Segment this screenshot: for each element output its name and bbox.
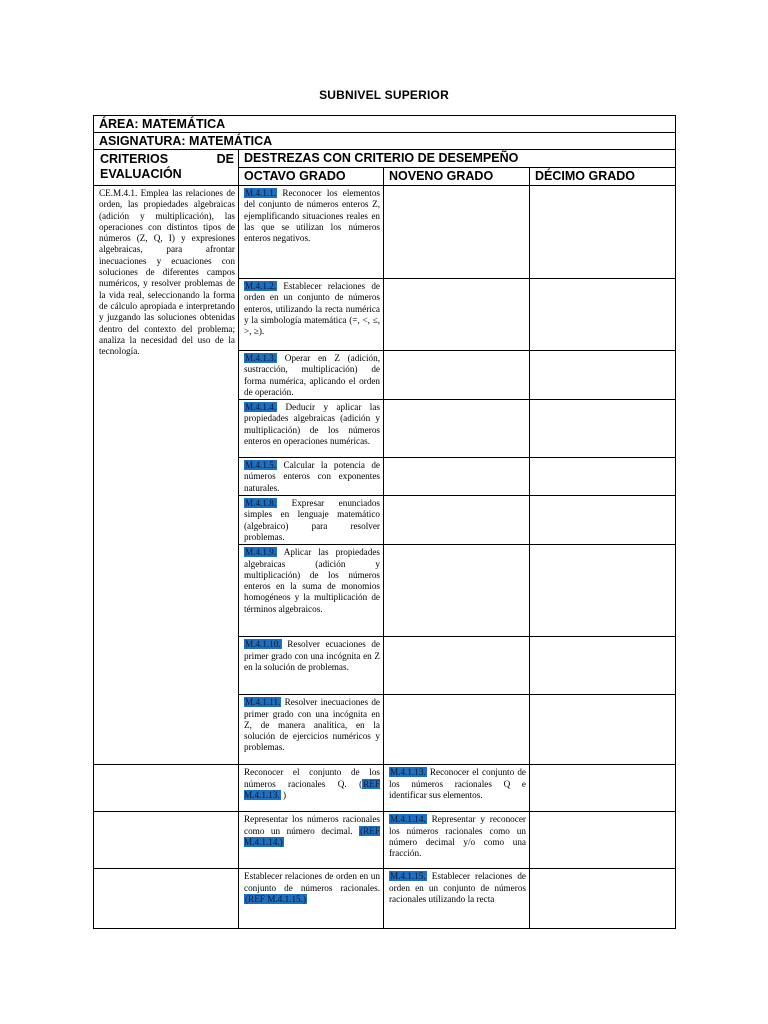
decimo-header: DÉCIMO GRADO xyxy=(530,168,676,186)
criterios-word: CRITERIOS xyxy=(100,152,169,166)
skill-code: M.4.1.8. xyxy=(245,498,277,509)
skill-text: Calcular la potencia de números enteros con exponentes naturales. xyxy=(244,460,380,493)
skill-text: Establecer relaciones de orden en un conjunto de números enteros, utilizando la recta numérica y la simbología matemática (=, <, ≤, >, ≥). xyxy=(244,281,380,337)
noveno-cell xyxy=(384,765,530,812)
asignatura-header: ASIGNATURA: MATEMÁTICA xyxy=(94,133,676,150)
skill-code: M.4.1.11. xyxy=(245,697,281,708)
decimo-cell xyxy=(530,400,676,458)
skill-text: Establecer relaciones de orden en un conjunto de números racionales. xyxy=(244,871,380,893)
noveno-cell xyxy=(384,812,530,869)
skill-text: Reconocer los elementos del conjunto de números enteros Z, ejemplificando situaciones reales en las que se utilizan los números enteros negativos. xyxy=(244,188,380,244)
ref-code: (REF M.4.1.14.) xyxy=(244,825,380,847)
skill-code: M.4.1.10. xyxy=(245,639,281,650)
octavo-cell xyxy=(239,458,384,496)
skill-code: M.4.1.2. xyxy=(245,281,277,291)
skill-text: Deducir y aplicar las propiedades algebraicas (adición y multiplicación) de los números enteros en operaciones numéricas. xyxy=(244,402,380,447)
noveno-cell xyxy=(384,458,530,496)
curriculum-table xyxy=(93,115,676,929)
decimo-cell xyxy=(530,186,676,279)
decimo-cell xyxy=(530,458,676,496)
ref-code: REF M.4.1.13. xyxy=(244,778,380,800)
skill-code: M.4.1.13. xyxy=(390,767,426,778)
skill-code: M.4.1.5. xyxy=(245,460,277,471)
skill-code: M.4.1.1. xyxy=(245,188,277,198)
skill-text: Expresar enunciados simples en lenguaje matemático (algebraico) para resolver problemas. xyxy=(244,498,380,542)
skill-text: Reconocer el conjunto de los números racionales Q e identificar sus elementos. xyxy=(389,767,526,800)
octavo-cell xyxy=(239,637,384,695)
decimo-cell xyxy=(530,279,676,351)
noveno-cell xyxy=(384,186,530,279)
criterios-header xyxy=(94,150,239,186)
decimo-cell xyxy=(530,695,676,765)
decimo-cell xyxy=(530,496,676,545)
evaluacion-word: EVALUACIÓN xyxy=(100,167,182,181)
octavo-cell xyxy=(239,545,384,637)
noveno-cell xyxy=(384,279,530,351)
skill-code: M.4.1.9. xyxy=(245,547,277,558)
skill-text: Establecer relaciones de orden en un conjunto de números racionales utilizando la recta xyxy=(389,871,526,904)
ref-code: (REF M.4.1.15.) xyxy=(245,893,306,904)
de-word: DE xyxy=(216,152,234,166)
decimo-cell xyxy=(530,637,676,695)
skill-text-after: ) xyxy=(280,789,287,800)
octavo-cell xyxy=(239,869,384,929)
octavo-cell xyxy=(239,186,384,279)
skill-text: Operar en Z (adición, sustracción, multiplicación) de forma numérica, aplicando el orden de operación. xyxy=(244,353,380,397)
noveno-cell xyxy=(384,869,530,929)
octavo-cell xyxy=(239,351,384,400)
decimo-cell xyxy=(530,765,676,812)
octavo-header: OCTAVO GRADO xyxy=(239,168,384,186)
octavo-cell xyxy=(239,695,384,765)
noveno-cell xyxy=(384,400,530,458)
destrezas-header: DESTREZAS CON CRITERIO DE DESEMPEÑO xyxy=(239,150,676,168)
octavo-cell xyxy=(239,279,384,351)
skill-text: Representar y reconocer los números racionales como un número decimal y/o como una fracción. xyxy=(389,814,526,859)
octavo-cell xyxy=(239,812,384,869)
skill-text: Aplicar las propiedades algebraicas (adición y multiplicación) de los números enteros en la suma de monomios homogéneos y la multiplicación de términos algebraicos. xyxy=(244,547,380,614)
octavo-cell xyxy=(239,765,384,812)
criterio-empty-cell xyxy=(94,765,239,812)
skill-code: M.4.1.15. xyxy=(390,871,426,882)
criterio-code: CE.M.4.1. xyxy=(99,188,138,198)
skill-code: M.4.1.14. xyxy=(390,814,426,825)
skill-text: Representar los números racionales como un número decimal. xyxy=(244,814,380,836)
octavo-cell xyxy=(239,496,384,545)
noveno-cell xyxy=(384,351,530,400)
skill-text: Resolver ecuaciones de primer grado con una incógnita en Z en la solución de problemas. xyxy=(244,639,380,672)
skill-code: M.4.1.4. xyxy=(245,402,277,413)
skill-text: Resolver inecuaciones de primer grado con una incógnita en Z, de manera analítica, en la solución de ejercicios numéricos y problemas. xyxy=(244,697,380,753)
criterio-text: Emplea las relaciones de orden, las propiedades algebraicas (adición y multiplicación), las operaciones con distintos tipos de números (Z, Q, I) y expresiones algebraicas, para afrontar inecuaciones y ecuaciones con soluciones de diferentes campos numéricos, y resolver problemas de la vida real, seleccionando la forma de cálculo apropiada e interpretando y juzgando las soluciones obtenidas dentro del contexto del problema; analiza la necesidad del uso de la tecnología. xyxy=(99,188,235,357)
noveno-cell xyxy=(384,496,530,545)
page-title: SUBNIVEL SUPERIOR xyxy=(319,88,449,102)
octavo-cell xyxy=(239,400,384,458)
decimo-cell xyxy=(530,545,676,637)
noveno-cell xyxy=(384,695,530,765)
noveno-cell xyxy=(384,637,530,695)
criterio-cell xyxy=(94,186,239,765)
area-header: ÁREA: MATEMÁTICA xyxy=(94,116,676,133)
criterio-empty-cell xyxy=(94,812,239,869)
noveno-header: NOVENO GRADO xyxy=(384,168,530,186)
decimo-cell xyxy=(530,869,676,929)
skill-text: Reconocer el conjunto de los números racionales Q. ( xyxy=(244,767,380,789)
decimo-cell xyxy=(530,812,676,869)
skill-code: M.4.1.3. xyxy=(245,353,277,363)
criterio-empty-cell xyxy=(94,869,239,929)
noveno-cell xyxy=(384,545,530,637)
decimo-cell xyxy=(530,351,676,400)
